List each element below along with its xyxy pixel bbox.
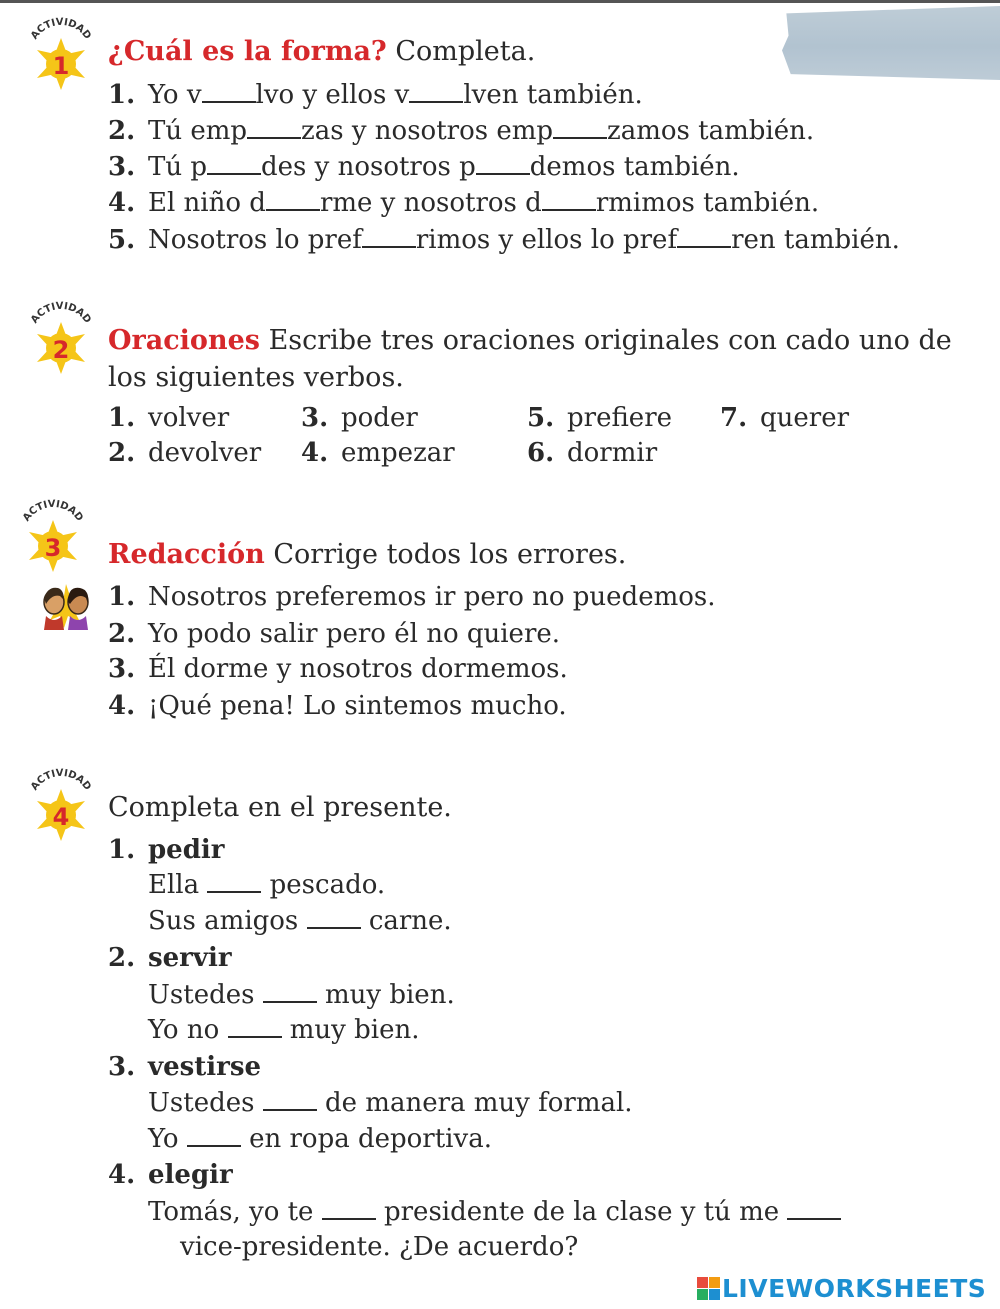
item-number: 4.	[108, 188, 136, 218]
item-text: des y nosotros p	[261, 152, 476, 182]
item-text: Tú emp	[148, 116, 248, 146]
verb-text: devolver	[148, 438, 262, 468]
sentence-line	[180, 1232, 578, 1262]
item-number: 6.	[527, 438, 555, 468]
verb-text: volver	[148, 403, 230, 433]
answer-blank[interactable]	[322, 1198, 376, 1220]
tape-strip	[782, 6, 1000, 80]
verb-text: servir	[148, 943, 232, 973]
actividad-2-title	[108, 325, 952, 356]
sentence-text: pescado.	[269, 870, 386, 900]
item-number: 3.	[108, 654, 136, 684]
item-text: Nosotros preferemos ir pero no puedemos.	[148, 582, 716, 612]
actividad-4-title: Completa en el presente.	[108, 792, 452, 823]
svg-text:2: 2	[52, 336, 70, 364]
logo-text: LIVEWORKSHEETS	[722, 1273, 987, 1303]
actividad-3-item	[108, 654, 568, 684]
verb-text: dormir	[567, 438, 658, 468]
verb-item	[301, 438, 455, 468]
sentence-text: Ella	[148, 870, 200, 900]
answer-blank[interactable]	[228, 1016, 282, 1038]
verb-item	[527, 438, 657, 468]
answer-blank[interactable]	[409, 81, 463, 103]
sentence-text: muy bien.	[289, 1015, 420, 1045]
verb-text: pedir	[148, 835, 225, 865]
answer-blank[interactable]	[247, 117, 301, 139]
verb-heading	[108, 835, 224, 865]
item-text: demos también.	[529, 152, 740, 182]
verb-item	[527, 403, 672, 433]
svg-text:ACTIVIDAD: ACTIVIDAD	[29, 16, 93, 42]
verb-item	[108, 403, 229, 433]
sentence-line	[148, 870, 385, 900]
svg-text:4: 4	[52, 803, 70, 831]
actividad-1-title-rest: Completa.	[395, 36, 536, 67]
item-text: rmimos también.	[595, 188, 820, 218]
actividad-3-title-rest: Corrige todos los errores.	[273, 539, 627, 570]
verb-item	[108, 438, 261, 468]
verb-text: querer	[760, 403, 850, 433]
verb-text: prefiere	[567, 403, 673, 433]
verb-text: empezar	[341, 438, 455, 468]
actividad-3-item	[108, 619, 560, 649]
svg-text:ACTIVIDAD: ACTIVIDAD	[29, 767, 93, 793]
actividad-1-title-red: ¿Cuál es la forma?	[108, 36, 387, 67]
answer-blank[interactable]	[542, 189, 596, 211]
actividad-3-title-red: Redacción	[108, 539, 265, 570]
item-text: Tú p	[148, 152, 207, 182]
answer-blank[interactable]	[787, 1198, 841, 1220]
item-text: Nosotros lo pref	[148, 225, 362, 255]
item-number: 4.	[108, 1160, 136, 1190]
item-number: 5.	[108, 225, 136, 255]
actividad-2-badge-icon	[20, 298, 102, 380]
answer-blank[interactable]	[202, 81, 256, 103]
answer-blank[interactable]	[263, 981, 317, 1003]
answer-blank[interactable]	[263, 1089, 317, 1111]
liveworksheets-mark-icon	[697, 1277, 720, 1300]
svg-text:ACTIVIDAD: ACTIVIDAD	[21, 498, 85, 524]
item-text: Yo podo salir pero él no quiere.	[148, 619, 561, 649]
verb-text: poder	[341, 403, 418, 433]
item-number: 1.	[108, 835, 136, 865]
sentence-text: Tomás, yo te	[148, 1197, 314, 1227]
item-number: 3.	[108, 152, 136, 182]
sentence-text: Ustedes	[148, 1088, 255, 1118]
item-number: 4.	[301, 438, 329, 468]
svg-text:1: 1	[52, 52, 70, 80]
top-border	[0, 0, 1000, 3]
item-number: 2.	[108, 438, 136, 468]
answer-blank[interactable]	[307, 907, 361, 929]
answer-blank[interactable]	[207, 871, 261, 893]
verb-text: vestirse	[148, 1052, 262, 1082]
item-text: rme y nosotros d	[319, 188, 542, 218]
actividad-3-item	[108, 582, 716, 612]
item-number: 2.	[108, 116, 136, 146]
item-text: zas y nosotros emp	[301, 116, 554, 146]
sentence-text: Sus amigos	[148, 906, 299, 936]
actividad-1-title	[108, 36, 535, 67]
actividad-1-badge-icon	[20, 14, 102, 96]
item-text: lven también.	[463, 80, 643, 110]
sentence-text: presidente de la clase y tú me	[383, 1197, 780, 1227]
sentence-text: de manera muy formal.	[325, 1088, 633, 1118]
verb-heading	[108, 1160, 233, 1190]
answer-blank[interactable]	[207, 153, 261, 175]
actividad-4-badge-icon	[20, 765, 102, 847]
verb-heading	[108, 1052, 261, 1082]
answer-blank[interactable]	[266, 189, 320, 211]
liveworksheets-logo	[697, 1274, 986, 1302]
sentence-line	[148, 980, 455, 1010]
item-number: 2.	[108, 943, 136, 973]
answer-blank[interactable]	[362, 226, 416, 248]
item-number: 5.	[527, 403, 555, 433]
pair-work-people-icon	[34, 580, 98, 632]
actividad-1-item	[108, 80, 643, 110]
actividad-1-item	[108, 116, 814, 146]
actividad-3-item	[108, 691, 567, 721]
item-number: 1.	[108, 80, 136, 110]
sentence-text: carne.	[368, 906, 452, 936]
answer-blank[interactable]	[553, 117, 607, 139]
sentence-line	[148, 1015, 419, 1045]
svg-text:3: 3	[44, 534, 62, 562]
item-text: ¡Qué pena! Lo sintemos mucho.	[148, 691, 567, 721]
sentence-text: Yo no	[148, 1015, 220, 1045]
item-text: Él dorme y nosotros dormemos.	[148, 654, 568, 684]
actividad-2-title-line2: los siguientes verbos.	[108, 362, 404, 393]
actividad-2-title-red: Oraciones	[108, 325, 260, 356]
item-number: 4.	[108, 691, 136, 721]
item-text: ren también.	[731, 225, 900, 255]
sentence-text: muy bien.	[325, 980, 455, 1010]
item-text: zamos también.	[607, 116, 815, 146]
item-number: 2.	[108, 619, 136, 649]
verb-text: elegir	[148, 1160, 233, 1190]
actividad-3-badge-icon	[12, 496, 94, 578]
sentence-line	[148, 906, 452, 936]
item-text: lvo y ellos v	[255, 80, 410, 110]
actividad-1-item	[108, 225, 900, 255]
actividad-1-item	[108, 188, 819, 218]
answer-blank[interactable]	[476, 153, 530, 175]
svg-text:ACTIVIDAD: ACTIVIDAD	[29, 300, 93, 326]
sentence-text: Yo	[148, 1124, 179, 1154]
answer-blank[interactable]	[677, 226, 731, 248]
verb-item	[301, 403, 418, 433]
actividad-1-item	[108, 152, 740, 182]
item-text: rimos y ellos lo pref	[415, 225, 678, 255]
actividad-3-title	[108, 539, 626, 570]
item-number: 3.	[301, 403, 329, 433]
sentence-line	[148, 1197, 841, 1227]
sentence-text: Ustedes	[148, 980, 255, 1010]
sentence-line	[148, 1088, 633, 1118]
sentence-line	[148, 1124, 492, 1154]
sentence-text: vice-presidente. ¿De acuerdo?	[180, 1232, 579, 1262]
item-number: 1.	[108, 582, 136, 612]
answer-blank[interactable]	[187, 1125, 241, 1147]
item-number: 3.	[108, 1052, 136, 1082]
verb-heading	[108, 943, 232, 973]
actividad-2-title-rest: Escribe tres oraciones originales con cado uno de	[268, 325, 952, 356]
item-text: Yo v	[148, 80, 202, 110]
sentence-text: en ropa deportiva.	[249, 1124, 492, 1154]
item-number: 1.	[108, 403, 136, 433]
verb-item	[720, 403, 849, 433]
item-text: El niño d	[148, 188, 266, 218]
item-number: 7.	[720, 403, 748, 433]
